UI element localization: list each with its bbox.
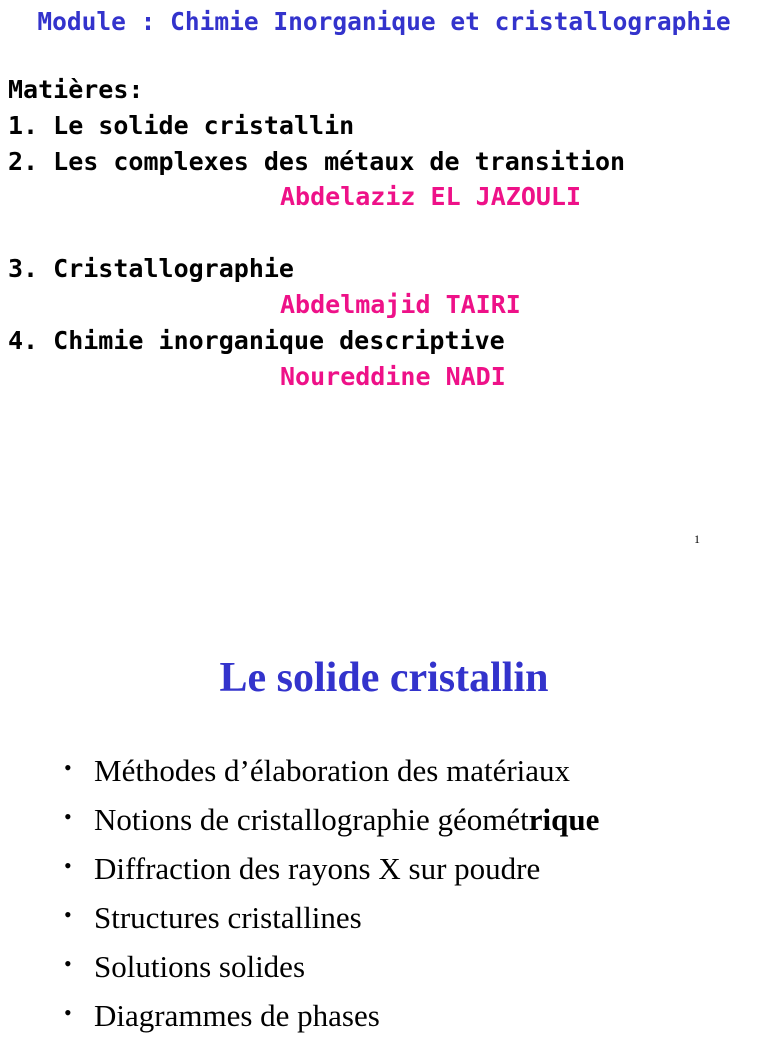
module-title: Module : Chimie Inorganique et cristallographie: [37, 7, 731, 36]
bullet-text-bold: rique: [528, 802, 600, 837]
bullet-text-regular: Notions de cristallographie géomét: [94, 802, 529, 837]
slide-title: Le solide cristallin: [219, 655, 549, 701]
page-number: 1: [694, 532, 700, 546]
author-2: Abdelmajid TAIRI: [280, 290, 521, 319]
bullet-text: Méthodes d’élaboration des matériaux: [94, 753, 571, 788]
bullet-icon: •: [64, 1000, 72, 1025]
bullet-text: [94, 795, 599, 844]
author-1: Abdelaziz EL JAZOULI: [280, 182, 582, 211]
author-3: Noureddine NADI: [280, 362, 506, 391]
bullet-icon: •: [64, 804, 72, 829]
bullet-icon: •: [64, 951, 72, 976]
bullet-text: Diffraction des rayons X sur poudre: [94, 851, 541, 886]
bullet-text: Structures cristallines: [94, 900, 362, 935]
bullet-icon: •: [64, 755, 72, 780]
bullet-text: Diagrammes de phases: [94, 998, 380, 1033]
bullet-text: Solutions solides: [94, 949, 306, 984]
subject-item-2: 2. Les complexes des métaux de transition: [8, 147, 626, 176]
subject-item-4: 4. Chimie inorganique descriptive: [8, 326, 505, 355]
bullet-icon: •: [64, 902, 72, 927]
subject-item-3: 3. Cristallographie: [8, 254, 294, 283]
subjects-label: Matières:: [8, 75, 144, 104]
subject-item-1: 1. Le solide cristallin: [8, 111, 355, 140]
slide-2: [0, 580, 768, 1033]
bullet-icon: •: [64, 853, 72, 878]
